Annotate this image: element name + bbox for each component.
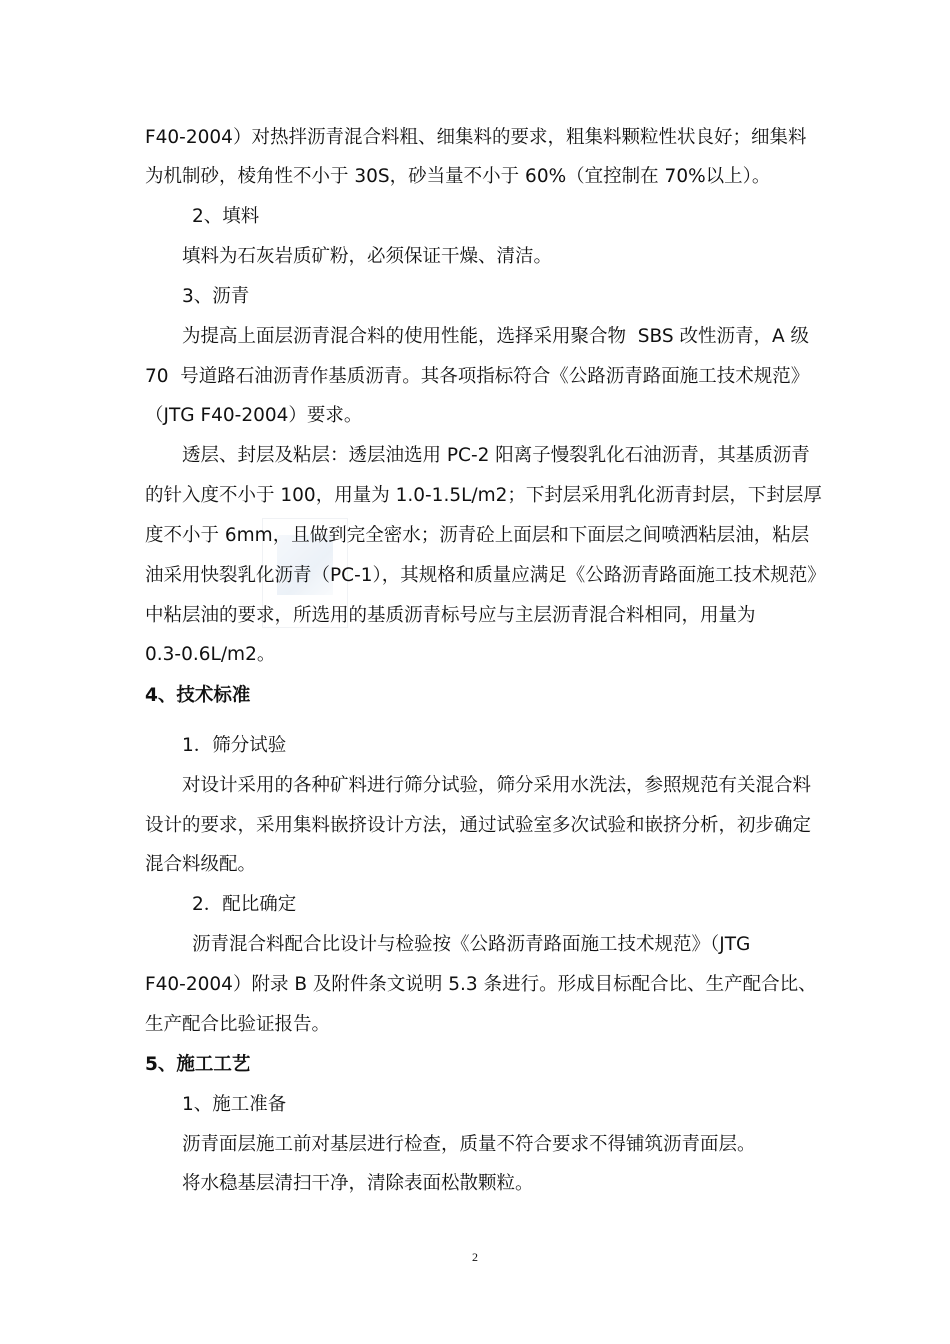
subheading: 2、填料 — [192, 206, 260, 227]
paragraph-line: 填料为石灰岩质矿粉，必须保证干燥、清洁。 — [182, 246, 553, 267]
paragraph-line: F40-2004）对热拌沥青混合料粗、细集料的要求，粗集料颗粒性状良好；细集料 — [145, 127, 807, 148]
paragraph-line: 生产配合比验证报告。 — [145, 1014, 331, 1035]
subheading: 1．筛分试验 — [182, 735, 287, 756]
paragraph-line: （JTG F40-2004）要求。 — [145, 405, 363, 426]
paragraph-line: 0.3-0.6L/m2。 — [145, 644, 276, 665]
section-heading: 5、施工工艺 — [145, 1054, 251, 1075]
paragraph-line: F40-2004）附录 B 及附件条文说明 5.3 条进行。形成目标配合比、生产配合比、 — [145, 974, 817, 995]
paragraph-line: 沥青混合料配合比设计与检验按《公路沥青路面施工技术规范》（JTG — [192, 934, 751, 955]
paragraph-line: 沥青面层施工前对基层进行检查，质量不符合要求不得铺筑沥青面层。 — [182, 1134, 756, 1155]
paragraph-line: 设计的要求，采用集料嵌挤设计方法，通过试验室多次试验和嵌挤分析，初步确定 — [145, 815, 812, 836]
paragraph-line: 70 号道路石油沥青作基质沥青。其各项指标符合《公路沥青路面施工技术规范》 — [145, 366, 810, 387]
paragraph-line: 为提高上面层沥青混合料的使用性能，选择采用聚合物 SBS 改性沥青，A 级 — [182, 326, 810, 347]
section-heading: 4、技术标准 — [145, 685, 251, 706]
paragraph-line: 混合料级配。 — [145, 854, 257, 875]
page-number: 2 — [472, 1250, 478, 1264]
paragraph-line: 的针入度不小于 100，用量为 1.0-1.5L/m2；下封层采用乳化沥青封层，下封层厚 — [145, 485, 822, 506]
paragraph-line: 为机制砂，棱角性不小于 30S，砂当量不小于 60%（宜控制在 70%以上）。 — [145, 166, 771, 187]
subheading: 3、沥青 — [182, 286, 250, 307]
subheading: 2．配比确定 — [192, 894, 297, 915]
paragraph-line: 对设计采用的各种矿料进行筛分试验，筛分采用水洗法，参照规范有关混合料 — [182, 775, 812, 796]
paragraph-line: 度不小于 6mm，且做到完全密水；沥青砼上面层和下面层之间喷洒粘层油，粘层 — [145, 525, 810, 546]
paragraph-line: 中粘层油的要求，所选用的基质沥青标号应与主层沥青混合料相同，用量为 — [145, 605, 756, 626]
paragraph-line: 透层、封层及粘层：透层油选用 PC-2 阳离子慢裂乳化石油沥青，其基质沥青 — [182, 445, 810, 466]
paragraph-line: 油采用快裂乳化沥青（PC-1），其规格和质量应满足《公路沥青路面施工技术规范》 — [145, 565, 826, 586]
paragraph-line: 将水稳基层清扫干净，清除表面松散颗粒。 — [182, 1173, 534, 1194]
subheading: 1、施工准备 — [182, 1094, 287, 1115]
